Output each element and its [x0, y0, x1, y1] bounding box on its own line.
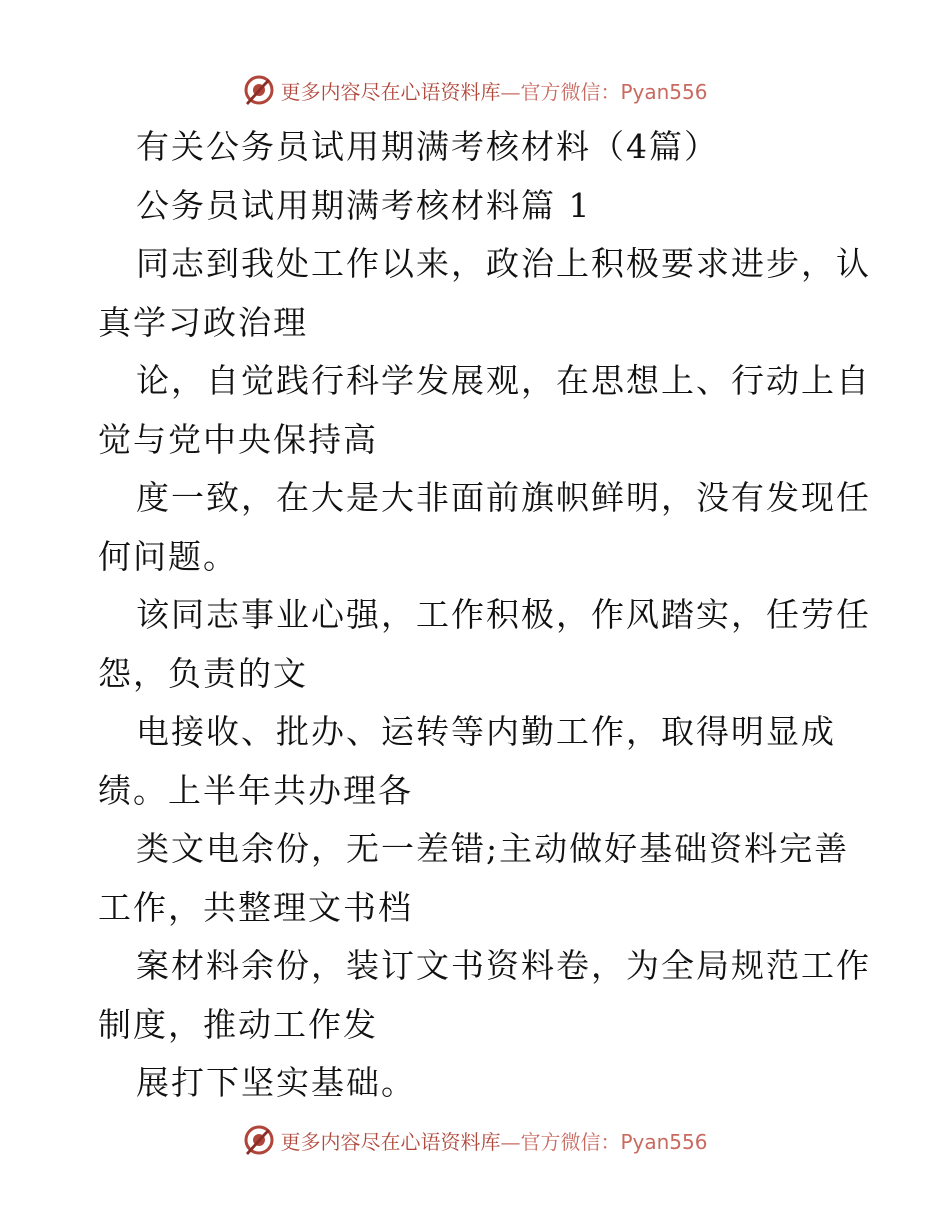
paragraph-line: 怨，负责的文 [98, 653, 308, 693]
footer-banner-separator: — [500, 1129, 521, 1154]
paragraph-line: 制度，推动工作发 [98, 1004, 378, 1044]
document-body [98, 118, 871, 1113]
pen-logo-icon [242, 1123, 276, 1157]
paragraph-line: 展打下坚实基础。 [136, 1063, 416, 1102]
document-title: 有关公务员试用期满考核材料（4篇） [136, 127, 719, 166]
header-banner-separator: — [500, 79, 521, 104]
paragraph-line: 工作，共整理文书档 [98, 887, 413, 927]
paragraph-line: 该同志事业心强，工作积极，作风踏实，任劳任 [136, 595, 871, 634]
pen-logo-icon [242, 73, 276, 107]
paragraph-line: 真学习政治理 [98, 302, 308, 342]
paragraph-line: 度一致，在大是大非面前旗帜鲜明，没有发现任 [136, 478, 871, 517]
header-banner-text [280, 76, 707, 105]
footer-banner [0, 1120, 950, 1160]
paragraph-line: 电接收、批办、运转等内勤工作，取得明显成 [136, 712, 836, 751]
paragraph-line: 何问题。 [98, 536, 238, 576]
header-banner [0, 70, 950, 110]
paragraph-line: 论，自觉践行科学发展观，在思想上、行动上自 [136, 361, 871, 400]
footer-banner-text [280, 1126, 707, 1155]
paragraph-line: 同志到我处工作以来，政治上积极要求进步，认 [136, 244, 871, 283]
footer-banner-main: 更多内容尽在心语资料库 [280, 1129, 501, 1154]
footer-banner-wechat: 官方微信：Pyan556 [520, 1129, 708, 1154]
section-heading: 公务员试用期满考核材料篇 1 [136, 185, 592, 225]
paragraph-line: 绩。上半年共办理各 [98, 770, 413, 810]
paragraph-line: 觉与党中央保持高 [98, 419, 378, 459]
paragraph-line: 案材料余份，装订文书资料卷，为全局规范工作 [136, 946, 871, 985]
header-banner-wechat: 官方微信：Pyan556 [520, 79, 708, 104]
header-banner-main: 更多内容尽在心语资料库 [280, 79, 501, 104]
paragraph-line: 类文电余份，无一差错;主动做好基础资料完善 [136, 829, 850, 868]
